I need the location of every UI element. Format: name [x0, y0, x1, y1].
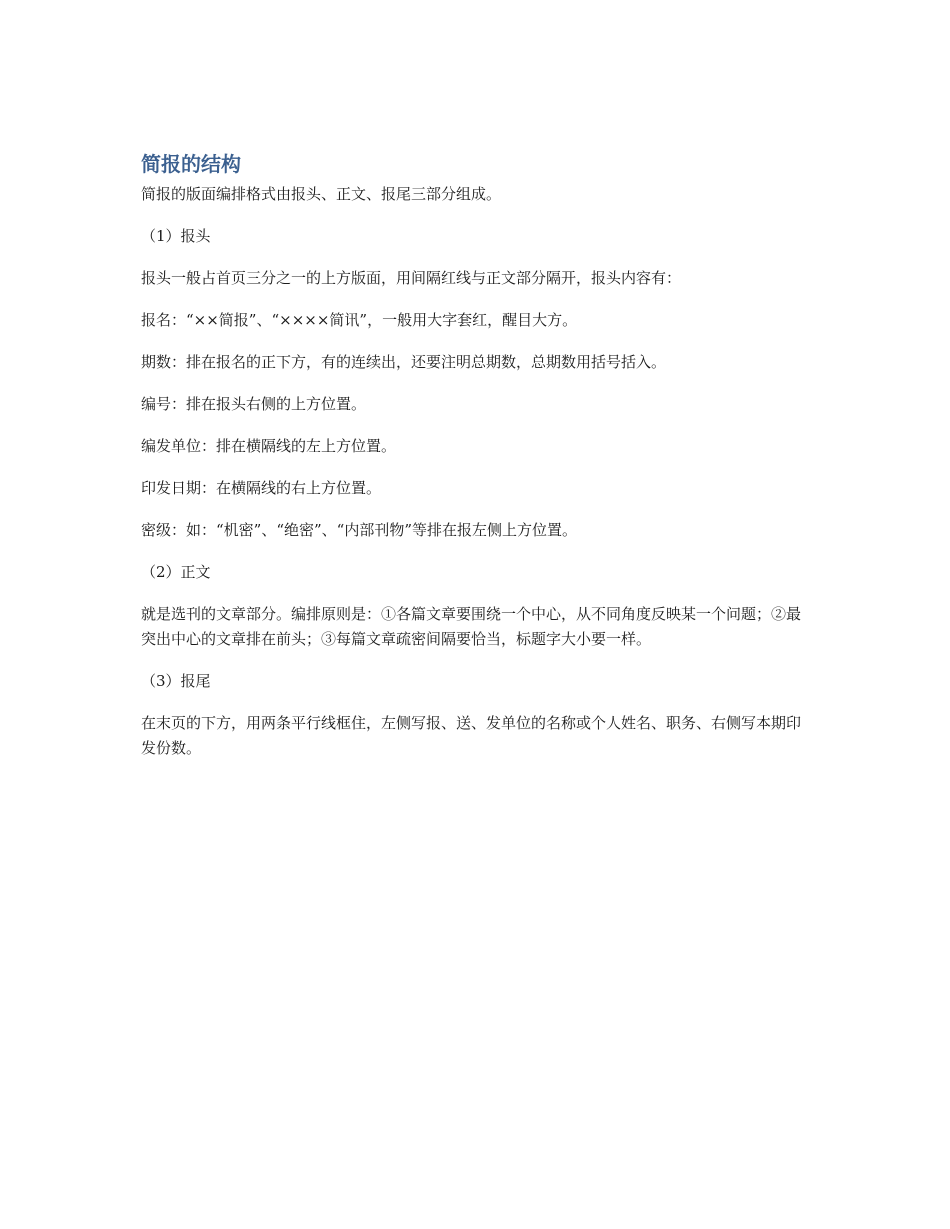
masthead-item-publisher: 编发单位：排在横隔线的左上方位置。	[141, 437, 397, 455]
masthead-description: 报头一般占首页三分之一的上方版面，用间隔红线与正文部分隔开，报头内容有：	[141, 269, 682, 287]
masthead-item-number: 编号：排在报头右侧的上方位置。	[141, 395, 367, 413]
document-page	[141, 150, 813, 778]
body-description: 就是选刊的文章部分。编排原则是：①各篇文章要围绕一个中心，从不同角度反映某一个问题；②最突出中心的文章排在前头；③每篇文章疏密间隔要恰当，标题字大小要一样。	[141, 605, 802, 648]
footer-description: 在末页的下方，用两条平行线框住，左侧写报、送、发单位的名称或个人姓名、职务、右侧写本期印发份数。	[141, 714, 802, 757]
document-title: 简报的结构	[141, 152, 241, 176]
masthead-item-name: 报名：“××简报”、“××××简讯”，一般用大字套红，醒目大方。	[141, 311, 578, 329]
section-heading-masthead: （1）报头	[141, 227, 211, 245]
masthead-item-classification: 密级：如：“机密”、“绝密”、“内部刊物”等排在报左侧上方位置。	[141, 521, 578, 539]
section-heading-body: （2）正文	[141, 563, 211, 581]
masthead-item-issue: 期数：排在报名的正下方，有的连续出，还要注明总期数，总期数用括号括入。	[141, 353, 667, 371]
section-heading-footer: （3）报尾	[141, 672, 211, 690]
intro-paragraph: 简报的版面编排格式由报头、正文、报尾三部分组成。	[141, 185, 502, 203]
masthead-item-date: 印发日期：在横隔线的右上方位置。	[141, 479, 382, 497]
